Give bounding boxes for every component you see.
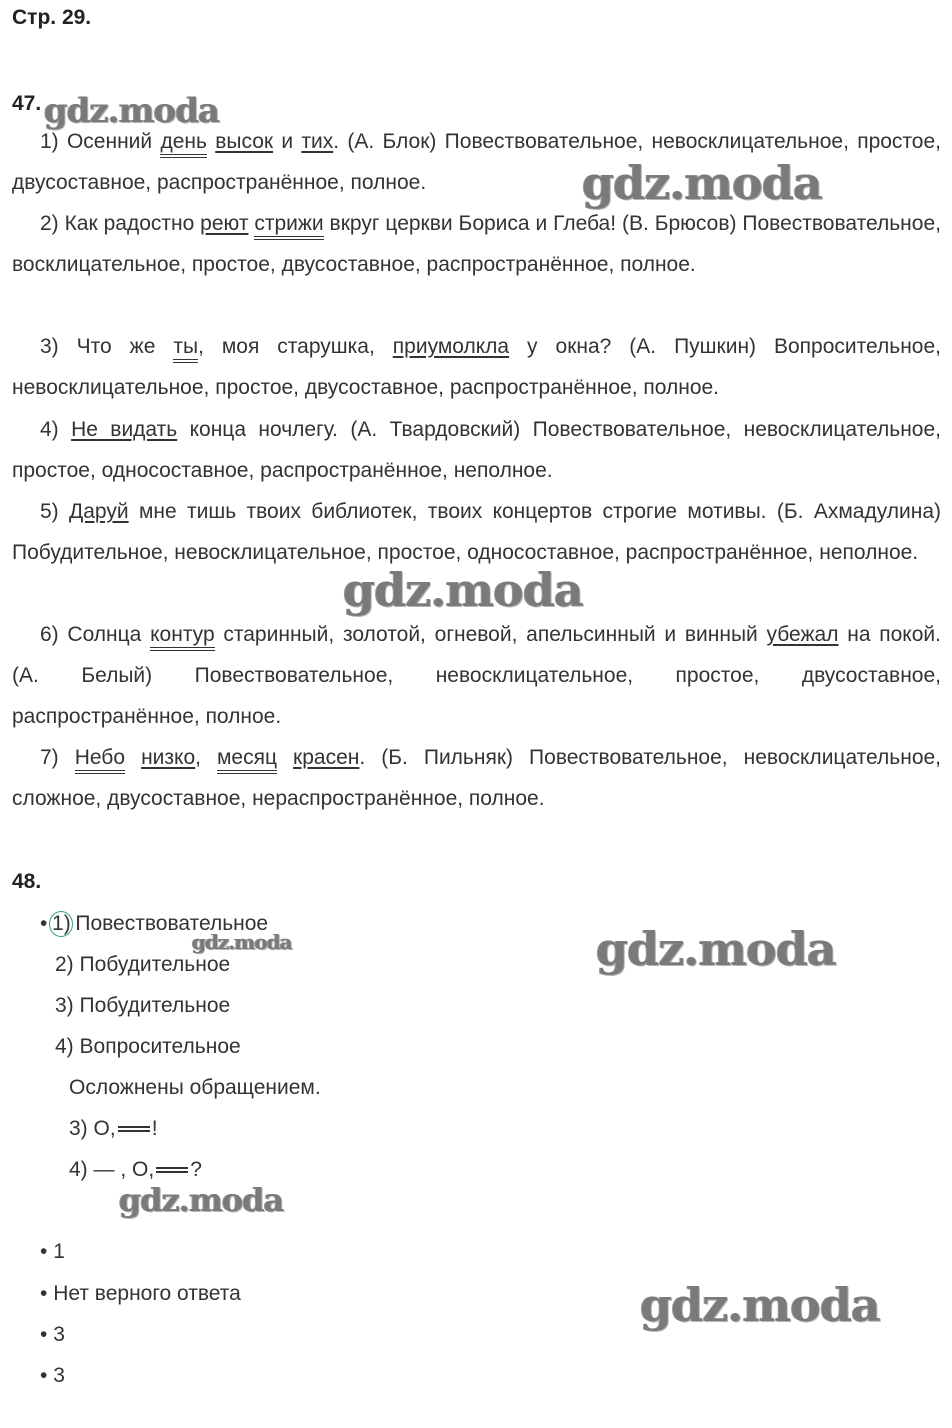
watermark-logo: gdz.moda (192, 930, 292, 954)
sentence-text: мне тишь твоих библиотек, твоих концертов строгие мотивы. (Б. Ахмадулина) Побудительное, невосклицательное, простое, односоставное, распространённое, неполное. (12, 500, 941, 564)
predicate-underline: месяц (217, 746, 277, 774)
subject-underline: Даруй (69, 500, 129, 523)
scheme-punct: ! (151, 1117, 158, 1140)
subject-underline: убежал (766, 623, 839, 646)
subject-underline: приумолкла (392, 335, 510, 358)
sentence-3 (12, 326, 941, 408)
page-header: Стр. 29. (12, 6, 92, 29)
watermark-logo: gdz.moda (640, 1278, 880, 1332)
predicate-double-line (118, 1126, 150, 1132)
sentence-text (277, 746, 293, 769)
sentence-text (207, 130, 215, 153)
answer-number: 2) (55, 953, 74, 976)
scheme-punct: ? (190, 1158, 202, 1181)
sentence-text: у окна? (А. Пушкин) Вопросительное, невосклицательное, простое, двусоставное, распространённое, полное. (12, 335, 941, 399)
sentence-text: , (195, 746, 217, 769)
answer-number: 3) (55, 994, 74, 1017)
sentence-text: Что же (76, 335, 174, 358)
answer-text: Побудительное (79, 953, 231, 976)
sentence-text: вкруг церкви Бориса и Глеба! (В. Брюсов) Повествовательное, восклицательное, простое, двусоставное, распространённое, полное. (12, 212, 941, 276)
scheme-text: — , О, (93, 1158, 155, 1181)
watermark-logo: gdz.moda (596, 922, 836, 976)
task-48-number: 48. (12, 870, 42, 893)
subject-underline: реют (200, 212, 249, 235)
sentence-text: . (Б. Пильняк) Повествовательное, невосклицательное, сложное, двусоставное, нераспространённое, полное. (12, 746, 942, 810)
answer-text: Побудительное (79, 994, 231, 1017)
subject-underline: Не видать (71, 418, 178, 441)
answer-item-3 (55, 994, 230, 1018)
subject-underline: низко (141, 746, 196, 769)
bullet-text: Нет верного ответа (53, 1282, 241, 1305)
sentence-text: на покой. (А. Белый) Повествовательное, невосклицательное, простое, двусоставное, распространённое, полное. (12, 623, 941, 728)
scheme-number: 4) (69, 1158, 88, 1181)
bullet-answer-1: • 1 (40, 1240, 65, 1263)
bullet-answer-3: • 3 (40, 1323, 65, 1346)
sentence-number: 5) (40, 500, 70, 523)
scheme-4 (69, 1158, 202, 1182)
predicate-underline: день (160, 130, 206, 158)
scheme-number: 3) (69, 1117, 88, 1140)
answer-text: Вопросительное (79, 1035, 241, 1058)
watermark-logo: gdz.moda (119, 1181, 284, 1219)
bullet: • (40, 912, 48, 935)
scheme-3 (69, 1117, 158, 1141)
sentence-5 (12, 491, 941, 573)
sentence-number: 2) (40, 212, 65, 235)
answer-number: 4) (55, 1035, 74, 1058)
sentence-text: . (А. Блок) Повествовательное, невосклицательное, простое, двусоставное, распространённое, полное. (12, 130, 942, 194)
sentence-7 (12, 737, 941, 819)
sentence-text: конца ночлегу. (А. Твардовский) Повествовательное, невосклицательное, простое, односоставное, распространённое, неполное. (12, 418, 941, 482)
bullet-text: 1 (53, 1240, 65, 1263)
predicate-underline: ты (173, 335, 198, 363)
sentence-text: Солнца (67, 623, 151, 646)
watermark-logo: gdz.moda (343, 563, 583, 617)
answer-item-2 (55, 953, 230, 977)
bullet-text: 3 (53, 1364, 65, 1387)
bullet-answer-2: • Нет верного ответа (40, 1282, 241, 1305)
sentence-text: Осенний (66, 130, 161, 153)
answer-text: Повествовательное (75, 912, 269, 935)
answer-item-4 (55, 1035, 241, 1059)
sentence-text: старинный, золотой, огневой, апельсинный и винный (214, 623, 767, 646)
bullet-answer-4: • 3 (40, 1364, 65, 1387)
sentence-number: 3) (40, 335, 77, 358)
selected-circle: 1) (49, 911, 73, 937)
predicate-double-line (156, 1167, 188, 1173)
scheme-text: О, (93, 1117, 116, 1140)
predicate-underline: Небо (75, 746, 125, 774)
note-text: Осложнены обращением. (69, 1076, 321, 1099)
sentence-text: , моя старушка, (198, 335, 393, 358)
sentence-2 (12, 203, 941, 285)
bullet-text: 3 (53, 1323, 65, 1346)
sentence-number: 6) (40, 623, 68, 646)
sentence-number: 4) (40, 418, 72, 441)
subject-underline: тих (301, 130, 334, 153)
sentence-4 (12, 409, 941, 491)
watermark-logo: gdz.moda (582, 156, 822, 210)
watermark-logo: gdz.moda (44, 91, 220, 131)
predicate-underline: стрижи (254, 212, 323, 240)
subject-underline: красен (293, 746, 360, 769)
sentence-text: Как радостно (64, 212, 201, 235)
sentence-number: 7) (40, 746, 75, 769)
sentence-6 (12, 614, 941, 737)
predicate-underline: контур (150, 623, 215, 651)
sentence-text: и (273, 130, 302, 153)
task-47-number: 47. (12, 92, 42, 115)
subject-underline: высок (215, 130, 274, 153)
sentence-text (125, 746, 141, 769)
sentence-number: 1) (40, 130, 67, 153)
